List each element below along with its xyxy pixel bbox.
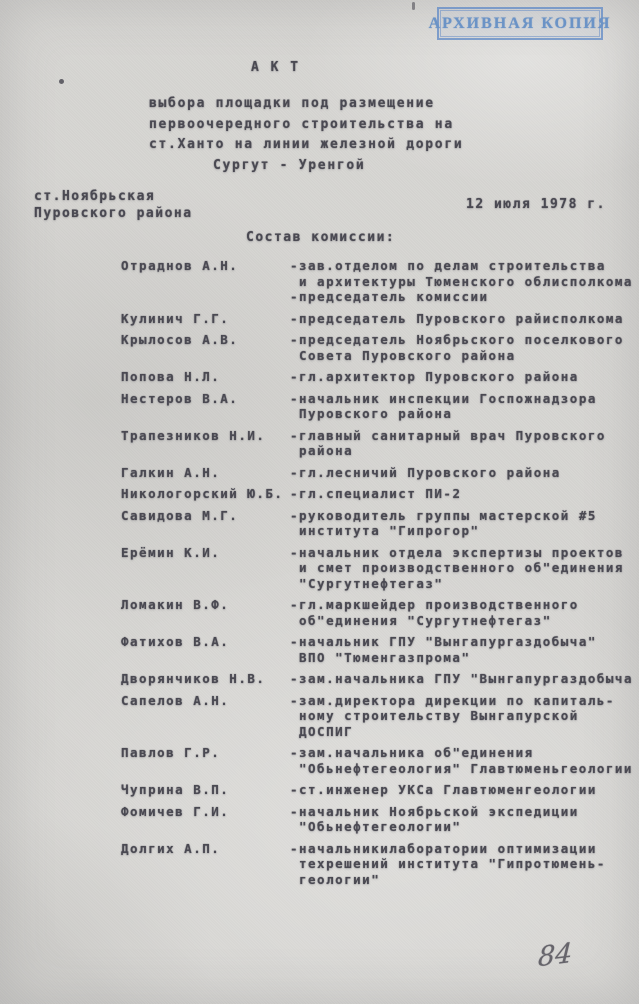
member-role-line: -начальник ГПУ "Вынгапургаздобыча" — [290, 634, 597, 649]
commission-member-row — [121, 332, 635, 363]
member-role-line: института "Гипрогор" — [299, 523, 480, 538]
member-role-line: -председатель комиссии — [290, 289, 489, 304]
member-role — [290, 428, 635, 459]
member-role — [290, 465, 635, 481]
commission-member-row — [121, 258, 635, 305]
member-role — [290, 545, 635, 592]
member-role — [290, 745, 635, 776]
member-role — [290, 332, 635, 363]
scan-speck — [412, 2, 415, 10]
member-role-line: ДОСПИГ — [299, 723, 354, 739]
member-role-line: -зав.отделом по делам строительства — [290, 258, 606, 273]
member-name: Дворянчиков Н.В. — [121, 671, 266, 686]
member-role — [290, 597, 635, 628]
member-role-line: Совета Пуровского района — [299, 347, 516, 363]
document-subtitle — [149, 94, 463, 176]
member-role — [290, 486, 635, 502]
commission-heading: Состав комиссии: — [246, 230, 396, 245]
place-block — [34, 189, 193, 222]
member-role-line: -начальник Ноябрьской экспедиции — [290, 803, 579, 819]
member-role-line: -руководитель группы мастерской #5 — [290, 507, 597, 523]
member-name: Савидова М.Г. — [121, 507, 239, 523]
commission-member-row — [121, 486, 635, 502]
member-role — [290, 258, 635, 305]
handwritten-page-number: 84 — [537, 937, 574, 974]
commission-list — [121, 258, 635, 893]
member-role-line: -гл.специалист ПИ-2 — [290, 486, 462, 501]
member-role — [290, 508, 635, 539]
commission-member-row — [121, 841, 635, 888]
document-date: 12 июля 1978 г. — [466, 197, 606, 212]
stamp-text: АРХИВНАЯ КОПИЯ — [428, 14, 612, 32]
member-role-line: об"единения "Сургутнефтегаз" — [299, 612, 552, 628]
document-title: А К Т — [251, 60, 301, 75]
member-role-line: -председатель Пуровского райисполкома — [290, 310, 624, 326]
archival-copy-stamp — [428, 7, 612, 40]
member-role-line: -гл.маркшейдер производственного — [290, 597, 579, 612]
member-name: Чуприна В.П. — [121, 782, 230, 797]
member-role-line: "Сургутнефтегаз" — [299, 575, 444, 591]
commission-member-row — [121, 597, 635, 628]
member-role-line: района — [299, 443, 354, 458]
member-name: Галкин А.Н. — [121, 464, 221, 480]
commission-member-row — [121, 465, 635, 481]
member-name: Кулинич Г.Г. — [121, 310, 230, 326]
commission-member-row — [121, 391, 635, 422]
member-role-line: -гл.архитектор Пуровского района — [290, 369, 579, 384]
member-role — [290, 634, 635, 665]
member-name: Попова Н.Л. — [121, 369, 221, 384]
member-role-line: геологии" — [299, 871, 381, 887]
member-role-line: и смет производственного об"единения — [299, 560, 624, 575]
member-role-line: -председатель Ноябрьского поселкового — [290, 332, 624, 347]
commission-member-row — [121, 782, 635, 798]
commission-member-row — [121, 311, 635, 327]
member-name: Фатихов В.А. — [121, 634, 230, 649]
member-name: Фомичев Г.И. — [121, 803, 230, 819]
subtitle-line: выбора площадки под размещение — [149, 96, 435, 111]
member-role-line: "Обьнефтегеология" Главтюменьгеологии — [299, 760, 633, 776]
commission-member-row — [121, 508, 635, 539]
member-role-line: -главный санитарный врач Пуровского — [290, 427, 606, 443]
place-line-station: ст.Ноябрьская — [34, 189, 156, 204]
member-name: Долгих А.П. — [121, 840, 221, 856]
commission-member-row — [121, 428, 635, 459]
member-name: Крылосов А.В. — [121, 332, 239, 347]
member-name: Павлов Г.Р. — [121, 745, 221, 760]
member-role — [290, 671, 635, 687]
member-role-line: -начальникилаборатории оптимизации — [290, 840, 597, 856]
commission-member-row — [121, 369, 635, 385]
commission-member-row — [121, 634, 635, 665]
member-role — [290, 841, 635, 888]
scan-speck — [59, 79, 64, 84]
member-role — [290, 391, 635, 422]
member-role-line: ному строительству Вынгапурской — [299, 708, 579, 723]
member-role-line: Пуровского района — [299, 406, 453, 421]
member-name: Никологорский Ю.Б. — [121, 486, 284, 501]
member-role — [290, 782, 635, 798]
member-name: Ерёмин К.И. — [121, 544, 221, 560]
commission-member-row — [121, 804, 635, 835]
subtitle-line: Сургут - Уренгой — [213, 157, 366, 173]
member-role — [290, 693, 635, 740]
member-name: Отраднов А.Н. — [121, 258, 239, 273]
member-role — [290, 311, 635, 327]
member-role-line: и архитектуры Тюменского облисполкома — [299, 273, 633, 289]
member-role — [290, 804, 635, 835]
member-role-line: -начальник отдела экспертизы проектов — [290, 544, 624, 560]
member-role-line: -гл.лесничий Пуровского района — [290, 464, 561, 480]
subtitle-line: первоочередного строительства на — [149, 116, 454, 132]
member-role-line: "Обьнефтегеологии" — [299, 819, 462, 834]
commission-member-row — [121, 693, 635, 740]
stamp-inner-border — [440, 10, 600, 37]
member-role — [290, 369, 635, 385]
member-role-line: -зам.начальника об"единения — [290, 745, 534, 760]
member-name: Трапезников Н.И. — [121, 427, 266, 443]
member-name: Ломакин В.Ф. — [121, 597, 230, 612]
member-role-line: -зам.директора дирекции по капиталь- — [290, 692, 615, 708]
commission-member-row — [121, 745, 635, 776]
place-line-district: Пуровского района — [34, 205, 193, 221]
member-name: Нестеров В.А. — [121, 390, 239, 406]
member-name: Сапелов А.Н. — [121, 692, 230, 708]
commission-member-row — [121, 545, 635, 592]
subtitle-line: ст.Ханто на линии железной дороги — [149, 137, 464, 152]
member-role-line: техрешений института "Гипротюмень- — [299, 856, 606, 871]
member-role-line: ВПО "Тюменгазпрома" — [299, 649, 471, 665]
commission-member-row — [121, 671, 635, 687]
member-role-line: -начальник инспекции Госпожнадзора — [290, 390, 597, 406]
member-role-line: -зам.начальника ГПУ "Вынгапургаздобыча — [290, 671, 633, 686]
member-role-line: -ст.инженер УКСа Главтюменгеологии — [290, 782, 597, 797]
